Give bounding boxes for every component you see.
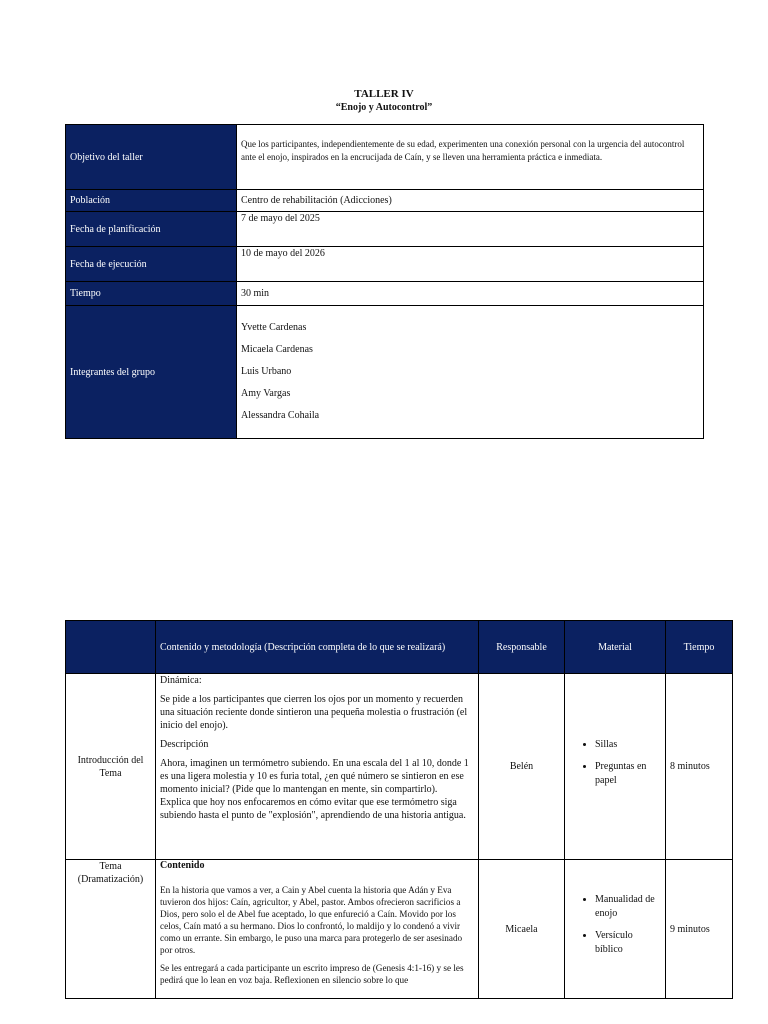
methodology-header-row	[66, 621, 733, 674]
row-tiempo	[66, 282, 704, 306]
material-item: • Versículo bíblico	[595, 929, 661, 957]
value-poblacion: Centro de rehabilitación (Adicciones)	[237, 190, 704, 212]
label-fecha-ejecucion: Fecha de ejecución	[66, 247, 237, 282]
tiempo-tema: 9 minutos	[666, 860, 733, 999]
table-row	[66, 860, 733, 999]
value-fecha-ejecucion: 10 de mayo del 2026	[237, 247, 704, 282]
material-item: • Preguntas en papel	[595, 760, 661, 788]
responsable-introduccion: Belén	[479, 674, 565, 860]
value-tiempo: 30 min	[237, 282, 704, 306]
section-tema: Tema (Dramatización)	[66, 860, 156, 999]
dinamica-text: Se pide a los participantes que cierren los ojos por un momento y recuerden una situación reciente donde sintieron una pequeña molestia o frustración (el inicio del enojo).	[160, 694, 468, 731]
member-name: Alessandra Cohaila	[241, 410, 320, 421]
contenido-label: Contenido	[160, 860, 205, 871]
workshop-info-table	[65, 124, 704, 439]
methodology-table	[65, 620, 733, 999]
descripcion-text: Explica que hoy nos enfocaremos en cómo evitar que ese termómetro siga subiendo hasta el punto de "explosión", aprendiendo de una historia antigua.	[160, 797, 466, 821]
material-item: • Sillas	[595, 738, 661, 752]
value-integrantes	[237, 306, 704, 439]
row-objetivo	[66, 125, 704, 190]
value-objetivo: Que los participantes, independientemente de su edad, experimenten una conexión personal con la urgencia del autocontrol ante el enojo, inspirados en la encrucijada de Caín, y se lleven una herramienta práctica e inmediata.	[237, 125, 704, 190]
label-fecha-planificacion: Fecha de planificación	[66, 212, 237, 247]
material-introduccion	[565, 674, 666, 860]
dinamica-label: Dinámica:	[160, 675, 202, 686]
content-introduccion	[156, 674, 479, 860]
content-tema	[156, 860, 479, 999]
member-name: Amy Vargas	[241, 388, 291, 399]
material-item: • Manualidad de enojo	[595, 893, 661, 921]
value-fecha-planificacion: 7 de mayo del 2025	[237, 212, 704, 247]
header-contenido: Contenido y metodología (Descripción completa de lo que se realizará)	[156, 621, 479, 674]
contenido-text: Se les entregará a cada participante un escrito impreso de (Genesis 4:1-16) y se les pedirá que lo lean en voz baja. Reflexionen en silencio sobre lo que	[160, 963, 464, 985]
material-tema	[565, 860, 666, 999]
section-introduccion: Introducción del Tema	[66, 674, 156, 860]
tiempo-introduccion: 8 minutos	[666, 674, 733, 860]
row-integrantes	[66, 306, 704, 439]
row-fecha-planificacion	[66, 212, 704, 247]
member-name: Yvette Cardenas	[241, 322, 307, 333]
label-integrantes: Integrantes del grupo	[66, 306, 237, 439]
label-poblacion: Población	[66, 190, 237, 212]
header-tiempo: Tiempo	[666, 621, 733, 674]
document-title: TALLER IV	[354, 88, 414, 100]
member-name: Luis Urbano	[241, 366, 292, 377]
label-tiempo: Tiempo	[66, 282, 237, 306]
document-subtitle: “Enojo y Autocontrol”	[335, 102, 433, 113]
table-row	[66, 674, 733, 860]
header-responsable: Responsable	[479, 621, 565, 674]
descripcion-label: Descripción	[160, 739, 209, 750]
contenido-text: En la historia que vamos a ver, a Cain y Abel cuenta la historia que Adán y Eva tuvieron dos hijos: Caín, agricultor, y Abel, pastor. Ambos ofrecieron sacrificios a Dios, pero solo el de Abel fue aceptado, lo que enfureció a Caín. Movido por los celos, Caín mató a su hermano. Dios lo confrontó, lo maldijo y lo condenó a vivir como un errante. Sin embargo, le puso una marca para protegerlo de ser asesinado por otros.	[160, 885, 463, 955]
descripcion-text: Ahora, imaginen un termómetro subiendo. En una escala del 1 al 10, donde 1 es una ligera molestia y 10 es furia total, ¿en qué número se sintieron en ese momento inicial? (Pide que lo mantengan en mente, sin compartirlo).	[160, 758, 469, 795]
label-objetivo: Objetivo del taller	[66, 125, 237, 190]
row-fecha-ejecucion	[66, 247, 704, 282]
header-section	[66, 621, 156, 674]
responsable-tema: Micaela	[479, 860, 565, 999]
header-material: Material	[565, 621, 666, 674]
member-name: Micaela Cardenas	[241, 344, 313, 355]
document-header	[0, 87, 768, 115]
row-poblacion	[66, 190, 704, 212]
